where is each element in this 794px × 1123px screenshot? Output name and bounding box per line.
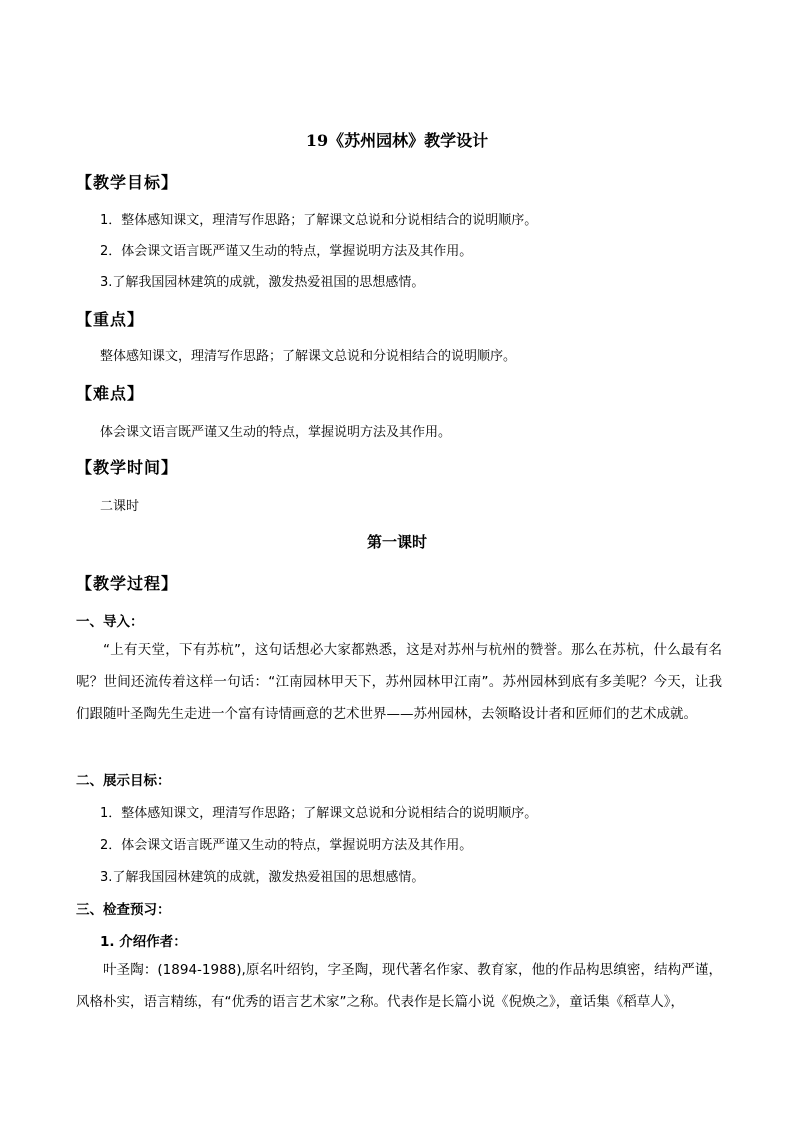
show-goal-item-3: 3.了解我国园林建筑的成就，激发热爱祖国的思想感情。 bbox=[100, 870, 425, 885]
document-title: 19《苏州园林》教学设计 bbox=[305, 131, 489, 150]
teaching-time-heading: 【教学时间】 bbox=[76, 458, 179, 477]
key-points-text: 整体感知课文，理清写作思路；了解课文总说和分说相结合的说明顺序。 bbox=[100, 349, 517, 364]
difficult-points-text: 体会课文语言既严谨又生动的特点，掌握说明方法及其作用。 bbox=[100, 425, 452, 440]
author-heading: 1. 介绍作者： bbox=[100, 934, 187, 950]
show-goals-heading: 二、展示目标： bbox=[76, 773, 171, 789]
intro-paragraph: “上有天堂，下有苏杭”，这句话想必大家都熟悉，这是对苏州与杭州的赞誉。那么在苏杭，什么最有名呢？世间还流传着这样一句话：“江南园林甲天下，苏州园林甲江南”。苏州园林到底有多美呢？今天，让我们跟随叶圣陶先生走进一个富有诗情画意的艺术世界——苏州园林，去领略设计者和匠师们的艺术成就。 bbox=[76, 642, 722, 722]
process-heading: 【教学过程】 bbox=[76, 574, 179, 593]
teaching-time-text: 二课时 bbox=[100, 499, 140, 514]
preview-heading: 三、检查预习： bbox=[76, 902, 171, 918]
show-goal-item-1: 1．整体感知课文，理清写作思路；了解课文总说和分说相结合的说明顺序。 bbox=[100, 806, 538, 821]
objective-item-1: 1．整体感知课文，理清写作思路；了解课文总说和分说相结合的说明顺序。 bbox=[100, 213, 538, 228]
show-goal-item-2: 2．体会课文语言既严谨又生动的特点，掌握说明方法及其作用。 bbox=[100, 838, 473, 853]
intro-heading: 一、导入： bbox=[76, 614, 144, 630]
author-paragraph: 叶圣陶：(1894-1988),原名叶绍钧，字圣陶，现代著名作家、教育家，他的作品构思缜密，结构严谨，风格朴实，语言精练，有“优秀的语言艺术家”之称。代表作是长篇小说《倪焕之》，童话集《稻草人》， bbox=[76, 962, 722, 1010]
difficult-points-heading: 【难点】 bbox=[76, 384, 145, 403]
key-points-heading: 【重点】 bbox=[76, 310, 145, 329]
objective-item-3: 3.了解我国园林建筑的成就，激发热爱祖国的思想感情。 bbox=[100, 275, 425, 290]
objective-item-2: 2．体会课文语言既严谨又生动的特点，掌握说明方法及其作用。 bbox=[100, 244, 473, 259]
objectives-heading: 【教学目标】 bbox=[76, 173, 179, 192]
lesson-one-title: 第一课时 bbox=[366, 533, 427, 551]
